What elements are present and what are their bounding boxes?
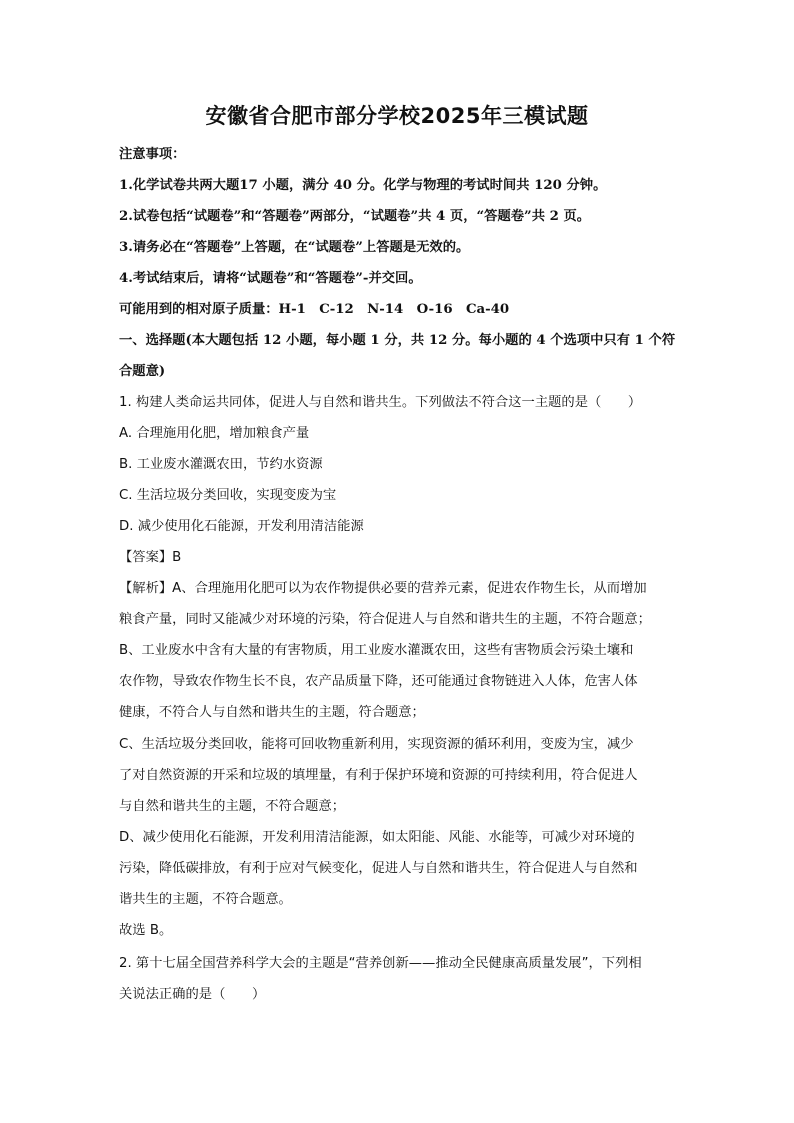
- question-1-option-a: A. 合理施用化肥，增加粮食产量: [119, 426, 310, 441]
- question-1-answer: 【答案】B: [119, 550, 182, 565]
- analysis-line: D、减少使用化石能源，开发利用清洁能源，如太阳能、风能、水能等，可减少对环境的: [119, 830, 635, 845]
- analysis-line: 谐共生的主题，不符合题意。: [119, 892, 292, 907]
- note-item-1: 1.化学试卷共两大题17 小题，满分 40 分。化学与物理的考试时间共 120 分钟。: [119, 178, 607, 193]
- question-1-option-b: B. 工业废水灌溉农田，节约水资源: [119, 457, 323, 472]
- analysis-line: 了对自然资源的开采和垃圾的填埋量，有利于保护环境和资源的可持续利用，符合促进人: [119, 768, 638, 783]
- analysis-line: 与自然和谐共生的主题，不符合题意；: [119, 799, 346, 814]
- notes-heading: 注意事项：: [119, 147, 186, 162]
- analysis-line: B、工业废水中含有大量的有害物质，用工业废水灌溉农田，这些有害物质会污染土壤和: [119, 643, 634, 658]
- section-heading: 一、选择题(本大题包括 12 小题，每小题 1 分，共 12 分。每小题的 4 个选项中只有 1 个符: [119, 333, 676, 348]
- analysis-line: 粮食产量，同时又能减少对环境的污染，符合促进人与自然和谐共生的主题，不符合题意；: [119, 612, 651, 627]
- note-item-3: 3.请务必在“答题卷”上答题，在“试题卷”上答题是无效的。: [119, 240, 470, 255]
- analysis-line: 农作物，导致农作物生长不良，农产品质量下降，还可能通过食物链进入人体，危害人体: [119, 674, 638, 689]
- question-1-option-c: C. 生活垃圾分类回收，实现变废为宝: [119, 488, 337, 503]
- question-1-option-d: D. 减少使用化石能源，开发利用清洁能源: [119, 519, 364, 534]
- analysis-line: 污染，降低碳排放，有利于应对气候变化，促进人与自然和谐共生，符合促进人与自然和: [119, 861, 638, 876]
- analysis-line: 健康，不符合人与自然和谐共生的主题，符合题意；: [119, 705, 425, 720]
- note-item-4: 4.考试结束后，请将“试题卷”和“答题卷”-并交回。: [119, 271, 422, 286]
- page-title: 安徽省合肥市部分学校2025年三模试题: [205, 104, 589, 128]
- question-1-stem: 1. 构建人类命运共同体，促进人与自然和谐共生。下列做法不符合这一主题的是（ ）: [119, 395, 642, 410]
- atomic-mass-line: 可能用到的相对原子质量：H-1 C-12 N-14 O-16 Ca-40: [119, 302, 510, 317]
- question-2-stem: 2. 第十七届全国营养科学大会的主题是“营养创新——推动全民健康高质量发展”，下列相: [119, 956, 642, 971]
- question-1-conclusion: 故选 B。: [119, 923, 173, 938]
- analysis-line: 【解析】A、合理施用化肥可以为农作物提供必要的营养元素，促进农作物生长，从而增加: [119, 581, 647, 596]
- note-item-2: 2.试卷包括“试题卷”和“答题卷”两部分，“试题卷”共 4 页，“答题卷”共 2 页。: [119, 209, 591, 224]
- section-heading-cont: 合题意): [119, 364, 166, 379]
- analysis-line: C、生活垃圾分类回收，能将可回收物重新利用，实现资源的循环利用，变废为宝，减少: [119, 737, 634, 752]
- question-2-stem-cont: 关说法正确的是（ ）: [119, 987, 266, 1002]
